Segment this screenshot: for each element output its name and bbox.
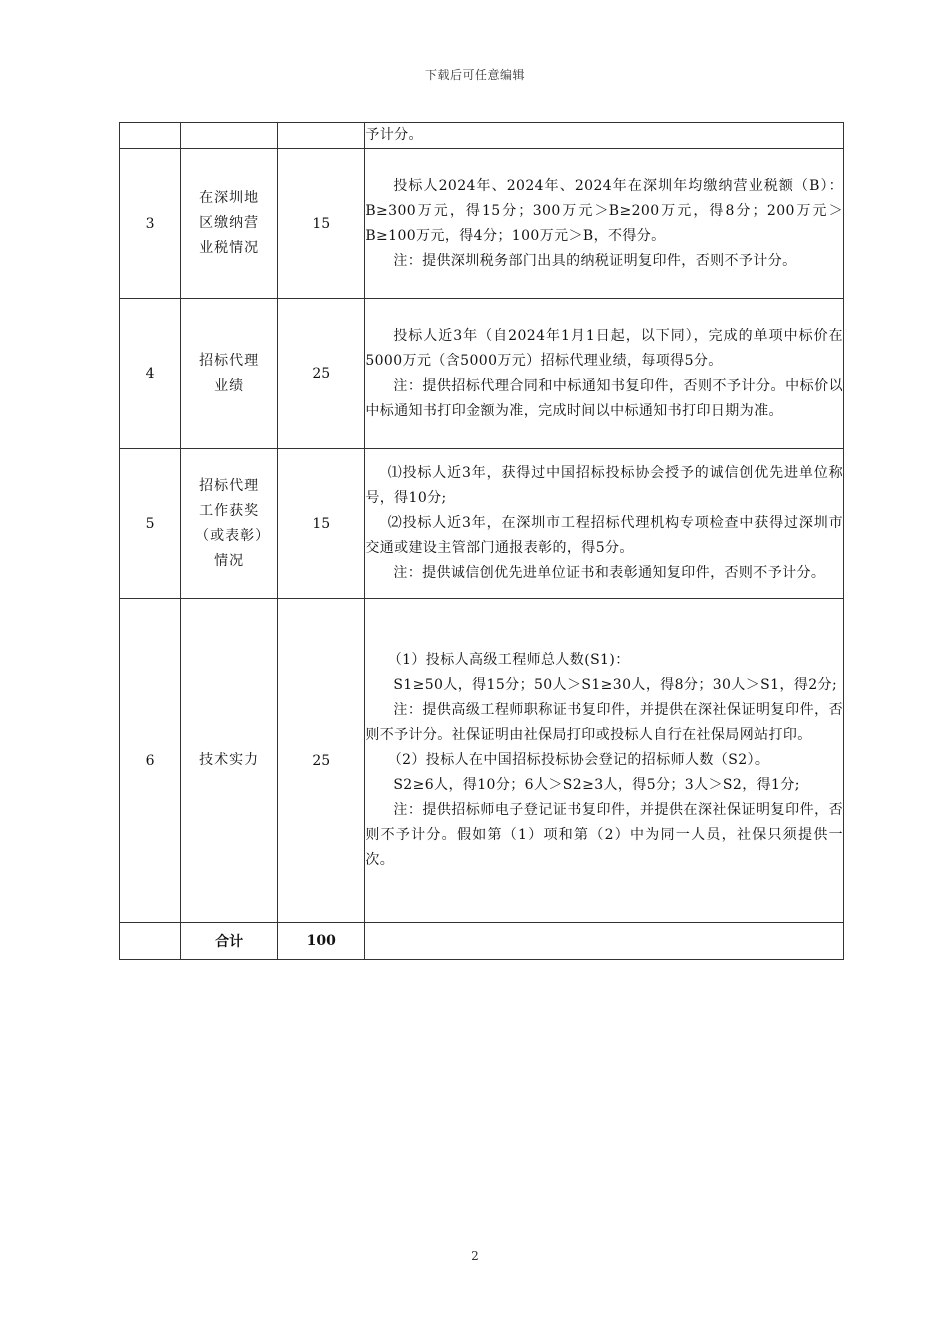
criteria-cell [365,149,844,299]
row-number: 5 [120,449,181,599]
note-paragraph: 注：提供招标代理合同和中标通知书复印件，否则不予计分。中标价以中标通知书打印金额为准，完成时间以中标通知书打印日期为准。 [365,377,843,419]
max-score: 25 [278,299,365,449]
note-paragraph: 注：提供招标师电子登记证书复印件，并提供在深社保证明复印件，否则不予计分。假如第（1）项和第（2）中为同一人员，社保只须提供一次。 [365,802,843,868]
criteria-paragraph: 投标人近3年（自2024年1月1日起，以下同），完成的单项中标价在5000万元（含5000万元）招标代理业绩，每项得5分。 [365,327,843,369]
criteria-paragraph: S2≥6人，得10分；6人＞S2≥3人，得5分；3人＞S2，得1分; [393,777,800,793]
criteria-cell [365,449,844,599]
criteria-paragraph: 投标人2024年、2024年、2024年在深圳年均缴纳营业税额（B）：B≥300万元，得15分；300万元＞B≥200万元，得8分；200万元＞B≥100万元，得4分；100万元＞B，不得分。 [365,177,843,244]
max-score: 25 [278,599,365,923]
table-row-5 [120,449,844,599]
row-number: 4 [120,299,181,449]
item-name-cell [181,449,278,599]
criteria-paragraph: （2）投标人在中国招标投标协会登记的招标师人数（S2）。 [387,752,770,768]
table-row-total [120,923,844,960]
item-name-cell [181,149,278,299]
note-paragraph: 注：提供高级工程师职称证书复印件，并提供在深社保证明复印件，否则不予计分。社保证明由社保局打印或投标人自行在社保局网站打印。 [365,702,843,743]
cell-score [278,123,365,149]
cell-no [120,923,181,960]
total-score: 100 [278,923,365,960]
row-number: 6 [120,599,181,923]
table-row-3 [120,149,844,299]
table-row-4 [120,299,844,449]
max-score: 15 [278,149,365,299]
criteria-paragraph: （1）投标人高级工程师总人数(S1)： [387,652,630,668]
criteria-paragraph: 予计分。 [365,127,423,143]
total-label: 合计 [181,923,278,960]
page-number: 2 [471,1249,479,1263]
criteria-paragraph: S1≥50人，得15分；50人＞S1≥30人，得8分；30人＞S1，得2分; [393,677,838,693]
cell-criteria [365,923,844,960]
criteria-cell [365,299,844,449]
note-paragraph: 注：提供诚信创优先进单位证书和表彰通知复印件，否则不予计分。 [393,565,826,581]
note-paragraph: 注：提供深圳税务部门出具的纳税证明复印件，否则不予计分。 [393,252,797,269]
item-name: 招标代理工作获奖（或表彰）情况 [195,477,264,569]
max-score: 15 [278,449,365,599]
item-name: 技术实力 [199,752,260,768]
page-header: 下载后可任意编辑 [424,68,525,82]
cell-criteria [365,123,844,149]
item-name: 招标代理业绩 [199,352,260,394]
item-name-cell [181,599,278,923]
table-row-6 [120,599,844,923]
cell-no [120,123,181,149]
criteria-cell [365,599,844,923]
table-row-continuation [120,123,844,149]
cell-item [181,123,278,149]
item-name: 在深圳地区缴纳营业税情况 [199,190,260,256]
item-name-cell [181,299,278,449]
scoring-table [119,122,844,960]
criteria-paragraph: ⑵投标人近3年，在深圳市工程招标代理机构专项检查中获得过深圳市交通或建设主管部门通报表彰的，得5分。 [365,515,843,556]
criteria-paragraph: ⑴投标人近3年，获得过中国招标投标协会授予的诚信创优先进单位称号，得10分; [365,465,843,506]
row-number: 3 [120,149,181,299]
